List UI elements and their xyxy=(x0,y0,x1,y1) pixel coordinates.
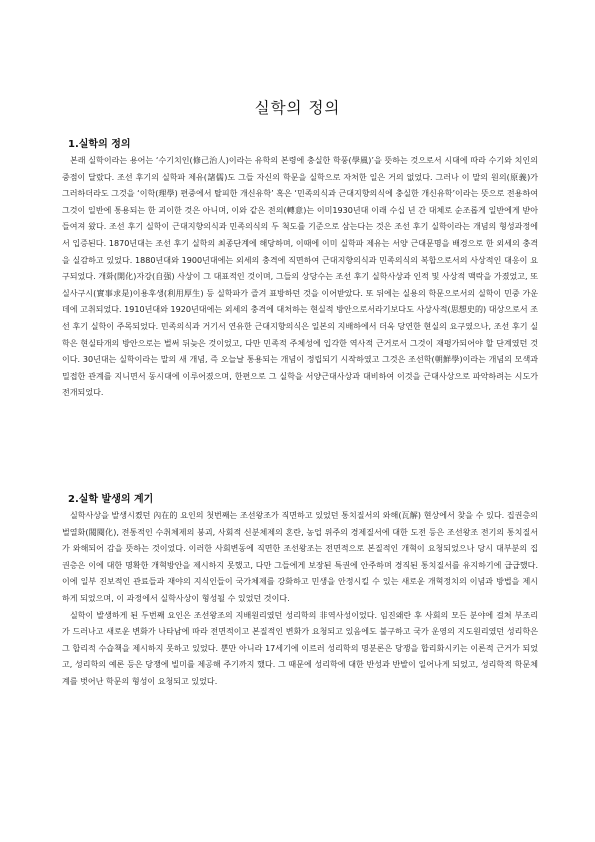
paragraph: 본래 실학이라는 용어는 ‘수기치인(修己治人)이라는 유학의 본령에 충실한 학풍(學風)’을 뜻하는 것으로서 시대에 따라 수기와 치인의 중점이 달랐다. 조선 후기의 실학파 제유(諸儒)도 그들 자신의 학문을 실학으로 자처한 일은 거의 없었다. 그러나 이 말의 원의(原義)가 그러하더라도 그것을 ‘이학(理學) 편중에서 탈피한 개신유학’ 혹은 ‘민족의식과 근대지향의식에 충실한 개신유학’이라는 뜻으로 전용하여 그것이 일반에 통용되는 한 괴이한 것은 아니며, 이와 같은 전의(轉意)는 이미1930년대 이래 수십 년 간 대체로 순조롭게 일반에게 받아들여져 왔다. 조선 후기 실학이 근대지향의식과 민족의식의 두 척도를 기준으로 삼는다는 것은 조선 후기 실학이라는 개념의 형성과정에서 입증된다. 1870년대는 조선 후기 실학의 최종단계에 해당하며, 이때에 이미 실학파 제유는 서양 근대문명을 배경으로 한 외세의 충격을 실감하고 있었다. 1880년대와 1900년대에는 외세의 충격에 직면하여 근대지향의식과 민족의식의 복합으로서의 사상적인 대응이 요구되었다. 개화(開化)자강(自强) 사상이 그 대표적인 것이며, 그들의 상당수는 조선 후기 실학사상과 인적 및 사상적 맥락을 가졌었고, 또 실사구시(實事求是)이용후생(利用厚生) 등 실학파가 즐겨 표방하던 것을 이어받았다. 또 뒤에는 실용의 학문으로서의 실학이 민중 가운데에 고취되었다. 1910년대와 1920년대에는 외세의 충격에 대처하는 현실적 방안으로서라기보다도 사상사적(思想史的) 대상으로서 조선 후기 실학이 주목되었다. 민족의식과 거기서 연유한 근대지향의식은 일본의 지배하에서 더욱 당연한 현실의 요구였으나, 조선 후기 실학은 현실타개의 방안으로는 벌써 뒤늦은 것이었고, 다만 민족적 주체성에 입각한 역사적 근거로서 그것이 재평가되어야 할 단계였던 것이다. 30년대는 실학이라는 말의 새 개념, 즉 오늘날 통용되는 개념이 정립되기 시작하였고 그것은 조선학(朝鮮學)이라는 개념의 모색과 밀접한 관계를 지니면서 동시대에 이루어졌으며, 한편으로 그 실학을 서양근대사상과 대비하여 이것을 근대사상으로 파악하려는 시도가 전개되었다. xyxy=(62,156,538,398)
document-title: 실학의 정의 xyxy=(254,99,341,117)
section-definition xyxy=(62,138,538,402)
section-heading: 1.실학의 정의 xyxy=(68,139,131,150)
section-heading: 2.실학 발생의 계기 xyxy=(68,494,154,505)
section-origin xyxy=(62,493,538,691)
paragraph: 실학사상을 발생시켰던 內在的 요인의 첫번째는 조선왕조가 직면하고 있었던 통치질서의 와해(瓦解) 현상에서 찾을 수 있다. 집권층의 벌열화(閥閱化), 전통적인 수취체제의 붕괴, 사회적 신분체제의 혼란, 농업 위주의 경제질서에 대한 도전 등은 조선왕조 전기의 통치질서가 와해되어 감을 뜻하는 것이었다. 이러한 사회변동에 직면한 조선왕조는 전면적으로 본질적인 개혁이 요청되었으나 당시 대부분의 집권층은 이에 대한 명확한 개혁방안을 제시하지 못했고, 다만 그들에게 보장된 특권에 안주하며 경직된 통치질서를 유지하기에 급급했다. 이에 일부 진보적인 관료들과 재야의 지식인들이 국가체제를 강화하고 민생을 안정시킬 수 있는 새로운 개혁정치의 이념과 방법을 제시하게 되었으며, 이 과정에서 실학사상이 형성될 수 있었던 것이다. xyxy=(62,511,538,603)
paragraph: 실학이 발생하게 된 두번째 요인은 조선왕조의 지배원리였던 성리학의 非역사성이었다. 임진왜란 후 사회의 모든 분야에 걸쳐 부조리가 드러나고 새로운 변화가 나타남에 따라 전면적이고 본질적인 변화가 요청되고 있음에도 불구하고 국가 운영의 지도원리였던 성리학은 그 합리적 수습책을 제시하지 못하고 있었다. 뿐만 아니라 17세기에 이르러 성리학의 명분론은 당쟁을 합리화시키는 이론적 근거가 되었고, 성리학의 예론 등은 당쟁에 빌미를 제공해 주기까지 했다. 그 때문에 성리학에 대한 반성과 반발이 일어나게 되었고, 성리학적 학문체계를 벗어난 학문의 형성이 요청되고 있었다. xyxy=(62,610,538,686)
